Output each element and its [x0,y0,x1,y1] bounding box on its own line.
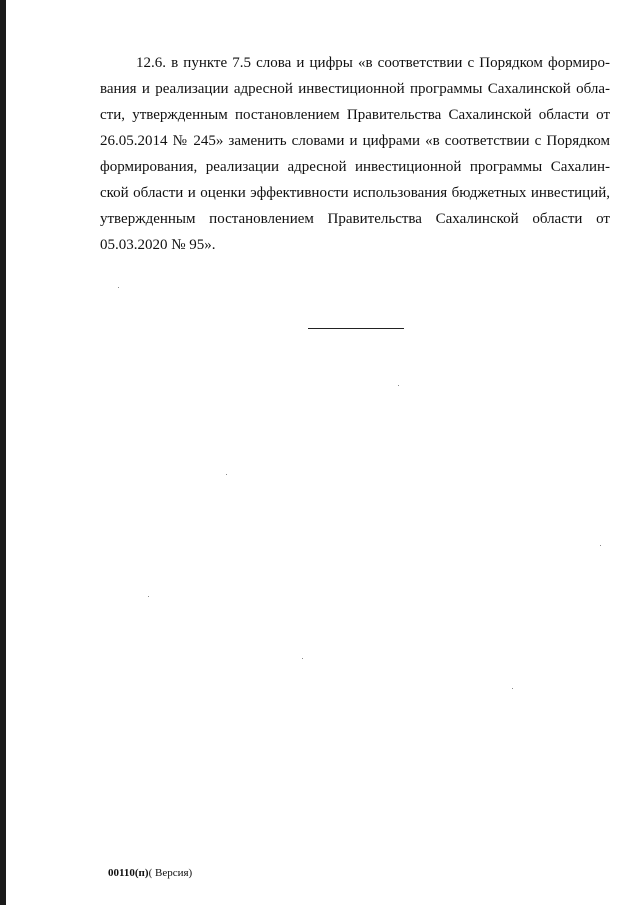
end-separator-line [308,328,404,329]
scan-speck [512,688,513,689]
paragraph-line-5: формирования, реализации адресной инвестиционной программы Сахалин- [100,159,610,175]
scan-speck [302,658,303,659]
paragraph-line-4: 26.05.2014 № 245» заменить словами и цифрами «в соответствии с Порядком [100,133,610,149]
paragraph-line-3: сти, утвержденным постановлением Правительства Сахалинской области от [100,107,610,123]
paragraph-line-7: утвержденным постановлением Правительства Сахалинской области от [100,211,610,227]
paragraph-line-8: 05.03.2020 № 95». [100,237,216,253]
scan-speck [148,596,149,597]
footer-version-code [108,866,192,880]
footer-version: ( Версия) [148,867,193,879]
paragraph-line-2: вания и реализации адресной инвестиционной программы Сахалинской обла- [100,81,610,97]
footer-code: 00110(п) [108,867,149,879]
scan-speck [398,385,399,386]
amendment-paragraph [100,50,610,258]
scan-edge-shadow [0,0,6,905]
scan-speck [118,287,119,288]
scan-speck [600,545,601,546]
scan-speck [226,474,227,475]
paragraph-line-6: ской области и оценки эффективности использования бюджетных инвестиций, [100,185,610,201]
paragraph-line-1: 12.6. в пункте 7.5 слова и цифры «в соответствии с Порядком формиро- [136,55,610,71]
